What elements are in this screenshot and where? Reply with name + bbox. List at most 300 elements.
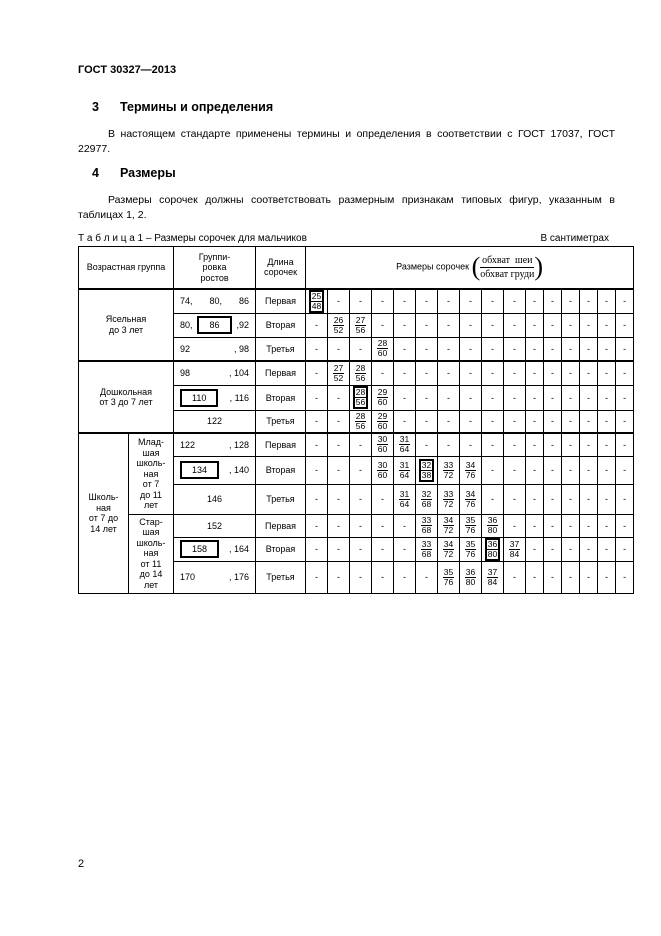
size-cell [544, 361, 562, 385]
size-cell [372, 410, 394, 433]
empty-size: - [551, 296, 554, 306]
growth-value: , 104 [228, 368, 249, 379]
empty-size: - [569, 416, 572, 427]
size-cell [394, 385, 416, 410]
highlighted-size [353, 386, 368, 409]
size-cell [350, 484, 372, 514]
size-cell [328, 537, 350, 561]
empty-size: - [315, 494, 318, 504]
size-cell [460, 410, 482, 433]
size-cell [616, 361, 634, 385]
size-cell [350, 537, 372, 561]
empty-size: - [403, 544, 406, 554]
size-cell [580, 484, 598, 514]
size-cell [438, 289, 460, 314]
empty-size: - [315, 544, 318, 554]
growth-cell [174, 456, 256, 484]
empty-size: - [569, 320, 572, 330]
empty-size: - [337, 439, 340, 450]
size-cell [482, 537, 504, 561]
empty-size: - [447, 296, 450, 306]
empty-size: - [469, 320, 472, 330]
size-cell [438, 537, 460, 561]
growth-value: 80, [209, 296, 222, 306]
growth-value: , 164 [228, 544, 249, 554]
size-cell [328, 361, 350, 385]
growth-cell [174, 361, 256, 385]
empty-size: - [623, 494, 627, 504]
empty-size: - [447, 392, 450, 403]
size-cell [562, 561, 580, 593]
age-group-cell: Школь- ная от 7 до 14 лет [79, 433, 129, 593]
size-cell [438, 313, 460, 337]
empty-size: - [551, 320, 554, 330]
growth-cell [174, 561, 256, 593]
empty-size: - [469, 343, 472, 354]
size-cell [350, 289, 372, 314]
empty-size: - [381, 572, 384, 582]
size-fraction: $\frac{27}{56}$ [355, 314, 366, 335]
empty-size: - [513, 465, 516, 475]
growth-cell [174, 484, 256, 514]
size-fraction: $\frac{26}{52}$ [333, 314, 344, 335]
size-cell [544, 456, 562, 484]
empty-size: - [623, 320, 627, 330]
empty-size: - [403, 368, 406, 379]
size-cell [394, 313, 416, 337]
empty-size: - [491, 494, 494, 504]
size-cell [504, 337, 526, 361]
size-cell [306, 514, 328, 537]
size-cell [544, 561, 562, 593]
empty-size: - [513, 416, 516, 427]
empty-size: - [569, 368, 572, 379]
size-cell [482, 313, 504, 337]
size-cell [526, 313, 544, 337]
size-cell [580, 561, 598, 593]
size-cell [580, 537, 598, 561]
empty-size: - [469, 368, 472, 379]
empty-size: - [569, 572, 572, 582]
size-fraction: $\frac{31}{64}$ [399, 488, 410, 509]
empty-size: - [337, 343, 340, 354]
empty-size: - [403, 296, 406, 306]
size-fraction: $\frac{36}{80}$ [465, 566, 476, 587]
size-cell [482, 385, 504, 410]
size-cell [372, 456, 394, 484]
size-cell [438, 385, 460, 410]
size-cell [306, 433, 328, 456]
size-cell [372, 337, 394, 361]
empty-size: - [533, 392, 536, 403]
size-cell [504, 313, 526, 337]
size-cell [562, 313, 580, 337]
size-cell [504, 433, 526, 456]
empty-size: - [623, 368, 627, 379]
size-cell [306, 456, 328, 484]
size-cell [372, 484, 394, 514]
size-cell [438, 456, 460, 484]
size-cell [598, 456, 616, 484]
empty-size: - [569, 439, 572, 450]
empty-size: - [605, 494, 608, 504]
empty-size: - [359, 439, 362, 450]
empty-size: - [359, 465, 362, 475]
size-cell [616, 433, 634, 456]
empty-size: - [551, 520, 554, 531]
empty-size: - [403, 343, 406, 354]
size-cell [394, 456, 416, 484]
header-growth: Группи- ровка ростов [174, 247, 256, 289]
size-cell [616, 410, 634, 433]
empty-size: - [533, 494, 536, 504]
highlighted-size [309, 290, 324, 313]
size-cell [504, 561, 526, 593]
table-row [79, 361, 634, 385]
size-cell [562, 410, 580, 433]
length-cell: Третья [256, 561, 306, 593]
size-cell [460, 537, 482, 561]
empty-size: - [623, 544, 627, 554]
empty-size: - [469, 439, 472, 450]
size-cell [482, 456, 504, 484]
paragraph-sizes: Размеры сорочек должны соответствовать размерным признакам типовых фигур, указанным в таблицах 1, 2. [78, 194, 615, 221]
empty-size: - [533, 416, 536, 427]
empty-size: - [587, 572, 590, 582]
size-cell [350, 385, 372, 410]
empty-size: - [381, 520, 384, 531]
size-cell [306, 484, 328, 514]
size-cell [580, 289, 598, 314]
empty-size: - [605, 343, 608, 354]
size-cell [562, 484, 580, 514]
size-cell [504, 537, 526, 561]
size-cell [328, 433, 350, 456]
empty-size: - [587, 392, 590, 403]
size-cell [394, 289, 416, 314]
size-cell [460, 361, 482, 385]
table-row [79, 514, 634, 537]
size-cell [616, 537, 634, 561]
growth-value: 74, [180, 296, 193, 306]
size-cell [504, 361, 526, 385]
size-cell [328, 410, 350, 433]
size-cell [482, 561, 504, 593]
sizes-table [78, 246, 634, 594]
size-cell [416, 410, 438, 433]
empty-size: - [469, 296, 472, 306]
size-fraction: $\frac{29}{60}$ [377, 410, 388, 431]
size-cell [562, 514, 580, 537]
length-cell: Третья [256, 410, 306, 433]
size-cell [616, 561, 634, 593]
size-cell [504, 289, 526, 314]
size-cell [416, 484, 438, 514]
empty-size: - [359, 520, 362, 531]
empty-size: - [425, 320, 428, 330]
empty-size: - [569, 520, 572, 531]
size-cell [598, 537, 616, 561]
empty-size: - [359, 544, 362, 554]
empty-size: - [605, 520, 608, 531]
growth-value: 122 [180, 439, 196, 450]
page-number: 2 [78, 858, 85, 870]
table-caption-title: Т а б л и ц а 1 – Размеры сорочек для мальчиков [78, 233, 307, 244]
empty-size: - [513, 296, 516, 306]
size-fraction: $\frac{28}{56}$ [355, 410, 366, 431]
size-cell [562, 537, 580, 561]
size-cell [460, 561, 482, 593]
size-cell [526, 537, 544, 561]
size-cell [526, 410, 544, 433]
empty-size: - [605, 392, 608, 403]
growth-value: 92 [180, 343, 191, 354]
empty-size: - [587, 416, 590, 427]
empty-size: - [447, 320, 450, 330]
size-cell [372, 385, 394, 410]
size-cell [482, 433, 504, 456]
size-cell [526, 561, 544, 593]
empty-size: - [605, 296, 608, 306]
empty-size: - [605, 572, 608, 582]
size-cell [482, 484, 504, 514]
size-cell [526, 289, 544, 314]
size-cell [482, 514, 504, 537]
empty-size: - [587, 544, 590, 554]
size-fraction: $\frac{35}{76}$ [465, 538, 476, 559]
empty-size: - [359, 343, 362, 354]
empty-size: - [425, 572, 428, 582]
size-cell [372, 537, 394, 561]
empty-size: - [469, 392, 472, 403]
empty-size: - [447, 368, 450, 379]
highlighted-size [419, 459, 434, 482]
size-cell [460, 385, 482, 410]
empty-size: - [513, 392, 516, 403]
growth-value: , 128 [228, 439, 249, 450]
size-cell [504, 484, 526, 514]
table-row [79, 433, 634, 456]
empty-size: - [605, 320, 608, 330]
size-cell [350, 561, 372, 593]
size-cell [504, 385, 526, 410]
empty-size: - [491, 368, 494, 379]
empty-size: - [551, 392, 554, 403]
size-cell [580, 337, 598, 361]
empty-size: - [403, 572, 406, 582]
document-header: ГОСТ 30327—2013 [78, 64, 177, 76]
size-cell [460, 433, 482, 456]
growth-value: 86 [238, 296, 249, 306]
empty-size: - [623, 572, 627, 582]
size-cell [416, 385, 438, 410]
size-cell [580, 361, 598, 385]
section-3-heading [92, 100, 273, 114]
size-cell [416, 433, 438, 456]
age-subgroup-cell: Стар- шая школь- ная от 11 до 14 лет [129, 514, 174, 593]
empty-size: - [551, 494, 554, 504]
size-cell [306, 289, 328, 314]
empty-size: - [381, 544, 384, 554]
size-cell [616, 289, 634, 314]
size-cell [394, 433, 416, 456]
empty-size: - [551, 368, 554, 379]
formula: обхват шеи обхват груди [480, 254, 535, 280]
size-cell [598, 410, 616, 433]
empty-size: - [425, 416, 428, 427]
size-cell [460, 514, 482, 537]
size-fraction: $\frac{31}{64}$ [399, 459, 410, 480]
size-cell [350, 514, 372, 537]
size-cell [328, 385, 350, 410]
size-cell [598, 484, 616, 514]
growth-value: 122 [206, 416, 223, 427]
size-cell [416, 561, 438, 593]
empty-size: - [587, 343, 590, 354]
size-cell [562, 337, 580, 361]
growth-cell [174, 410, 256, 433]
length-cell: Вторая [256, 313, 306, 337]
size-cell [580, 456, 598, 484]
size-fraction: $\frac{33}{72}$ [443, 488, 454, 509]
empty-size: - [491, 296, 494, 306]
empty-size: - [533, 343, 536, 354]
empty-size: - [381, 368, 384, 379]
empty-size: - [569, 465, 572, 475]
size-cell [306, 537, 328, 561]
size-fraction: $\frac{31}{64}$ [399, 434, 410, 455]
size-fraction: $\frac{34}{76}$ [465, 488, 476, 509]
size-cell [328, 514, 350, 537]
empty-size: - [403, 416, 406, 427]
size-cell [416, 537, 438, 561]
size-cell [562, 289, 580, 314]
empty-size: - [513, 520, 516, 531]
size-cell [328, 456, 350, 484]
size-cell [598, 433, 616, 456]
size-cell [438, 433, 460, 456]
age-subgroup-cell: Млад- шая школь- ная от 7 до 11 лет [129, 433, 174, 514]
size-cell [580, 410, 598, 433]
empty-size: - [533, 320, 536, 330]
growth-value: 170 [180, 572, 196, 582]
size-fraction: $\frac{25}{48}$ [311, 290, 322, 311]
empty-size: - [315, 368, 318, 379]
size-cell [306, 313, 328, 337]
empty-size: - [533, 296, 536, 306]
empty-size: - [551, 544, 554, 554]
size-cell [438, 410, 460, 433]
growth-value: , 176 [228, 572, 249, 582]
size-cell [580, 385, 598, 410]
size-cell [544, 537, 562, 561]
size-cell [416, 456, 438, 484]
highlighted-growth: 158 [180, 540, 219, 558]
empty-size: - [491, 439, 494, 450]
size-cell [526, 484, 544, 514]
section-number: 3 [92, 100, 99, 114]
empty-size: - [513, 439, 516, 450]
size-cell [350, 313, 372, 337]
empty-size: - [447, 343, 450, 354]
empty-size: - [551, 439, 554, 450]
size-fraction: $\frac{29}{60}$ [377, 387, 388, 407]
length-cell: Третья [256, 337, 306, 361]
empty-size: - [425, 368, 428, 379]
size-fraction: $\frac{33}{68}$ [421, 515, 432, 535]
size-cell [328, 337, 350, 361]
size-cell [460, 289, 482, 314]
highlighted-growth: 86 [197, 316, 231, 334]
size-cell [526, 385, 544, 410]
empty-size: - [533, 439, 536, 450]
size-fraction: $\frac{30}{60}$ [377, 434, 388, 455]
empty-size: - [337, 416, 340, 427]
size-cell [394, 410, 416, 433]
size-cell [460, 337, 482, 361]
size-cell [482, 337, 504, 361]
empty-size: - [403, 320, 406, 330]
size-fraction: $\frac{34}{72}$ [443, 515, 454, 535]
header-sizes: Размеры сорочек ( обхват шеи обхват груди) [306, 247, 634, 289]
empty-size: - [315, 465, 318, 475]
size-cell [416, 313, 438, 337]
empty-size: - [315, 416, 318, 427]
size-cell [616, 385, 634, 410]
size-fraction: $\frac{28}{60}$ [377, 338, 388, 359]
size-cell [616, 337, 634, 361]
section-4-heading [92, 166, 176, 180]
length-cell: Вторая [256, 456, 306, 484]
empty-size: - [623, 392, 627, 403]
size-cell [504, 410, 526, 433]
highlighted-growth: 110 [180, 389, 218, 407]
empty-size: - [569, 343, 572, 354]
size-cell [328, 561, 350, 593]
size-cell [562, 433, 580, 456]
size-cell [460, 456, 482, 484]
size-cell [350, 433, 372, 456]
table-caption [78, 233, 615, 244]
empty-size: - [533, 368, 536, 379]
size-cell [372, 289, 394, 314]
size-cell [526, 456, 544, 484]
header-age-group: Возрастная группа [79, 247, 174, 289]
size-cell [394, 561, 416, 593]
growth-value: 80, [180, 320, 193, 330]
empty-size: - [623, 465, 627, 475]
size-cell [372, 561, 394, 593]
paragraph-terms: В настоящем стандарте применены термины и определения в соответствии с ГОСТ 17037, ГОСТ 22977. [78, 128, 615, 155]
length-cell: Первая [256, 514, 306, 537]
empty-size: - [587, 368, 590, 379]
size-cell [416, 337, 438, 361]
size-cell [372, 313, 394, 337]
empty-size: - [569, 544, 572, 554]
empty-size: - [491, 320, 494, 330]
size-cell [394, 337, 416, 361]
growth-cell [174, 537, 256, 561]
size-cell [482, 410, 504, 433]
growth-value: , 140 [228, 465, 249, 475]
empty-size: - [551, 572, 554, 582]
age-group-cell: Дошкольная от 3 до 7 лет [79, 361, 174, 433]
size-cell [526, 337, 544, 361]
size-fraction: $\frac{35}{76}$ [465, 515, 476, 535]
empty-size: - [359, 296, 362, 306]
empty-size: - [623, 520, 627, 531]
empty-size: - [491, 465, 494, 475]
